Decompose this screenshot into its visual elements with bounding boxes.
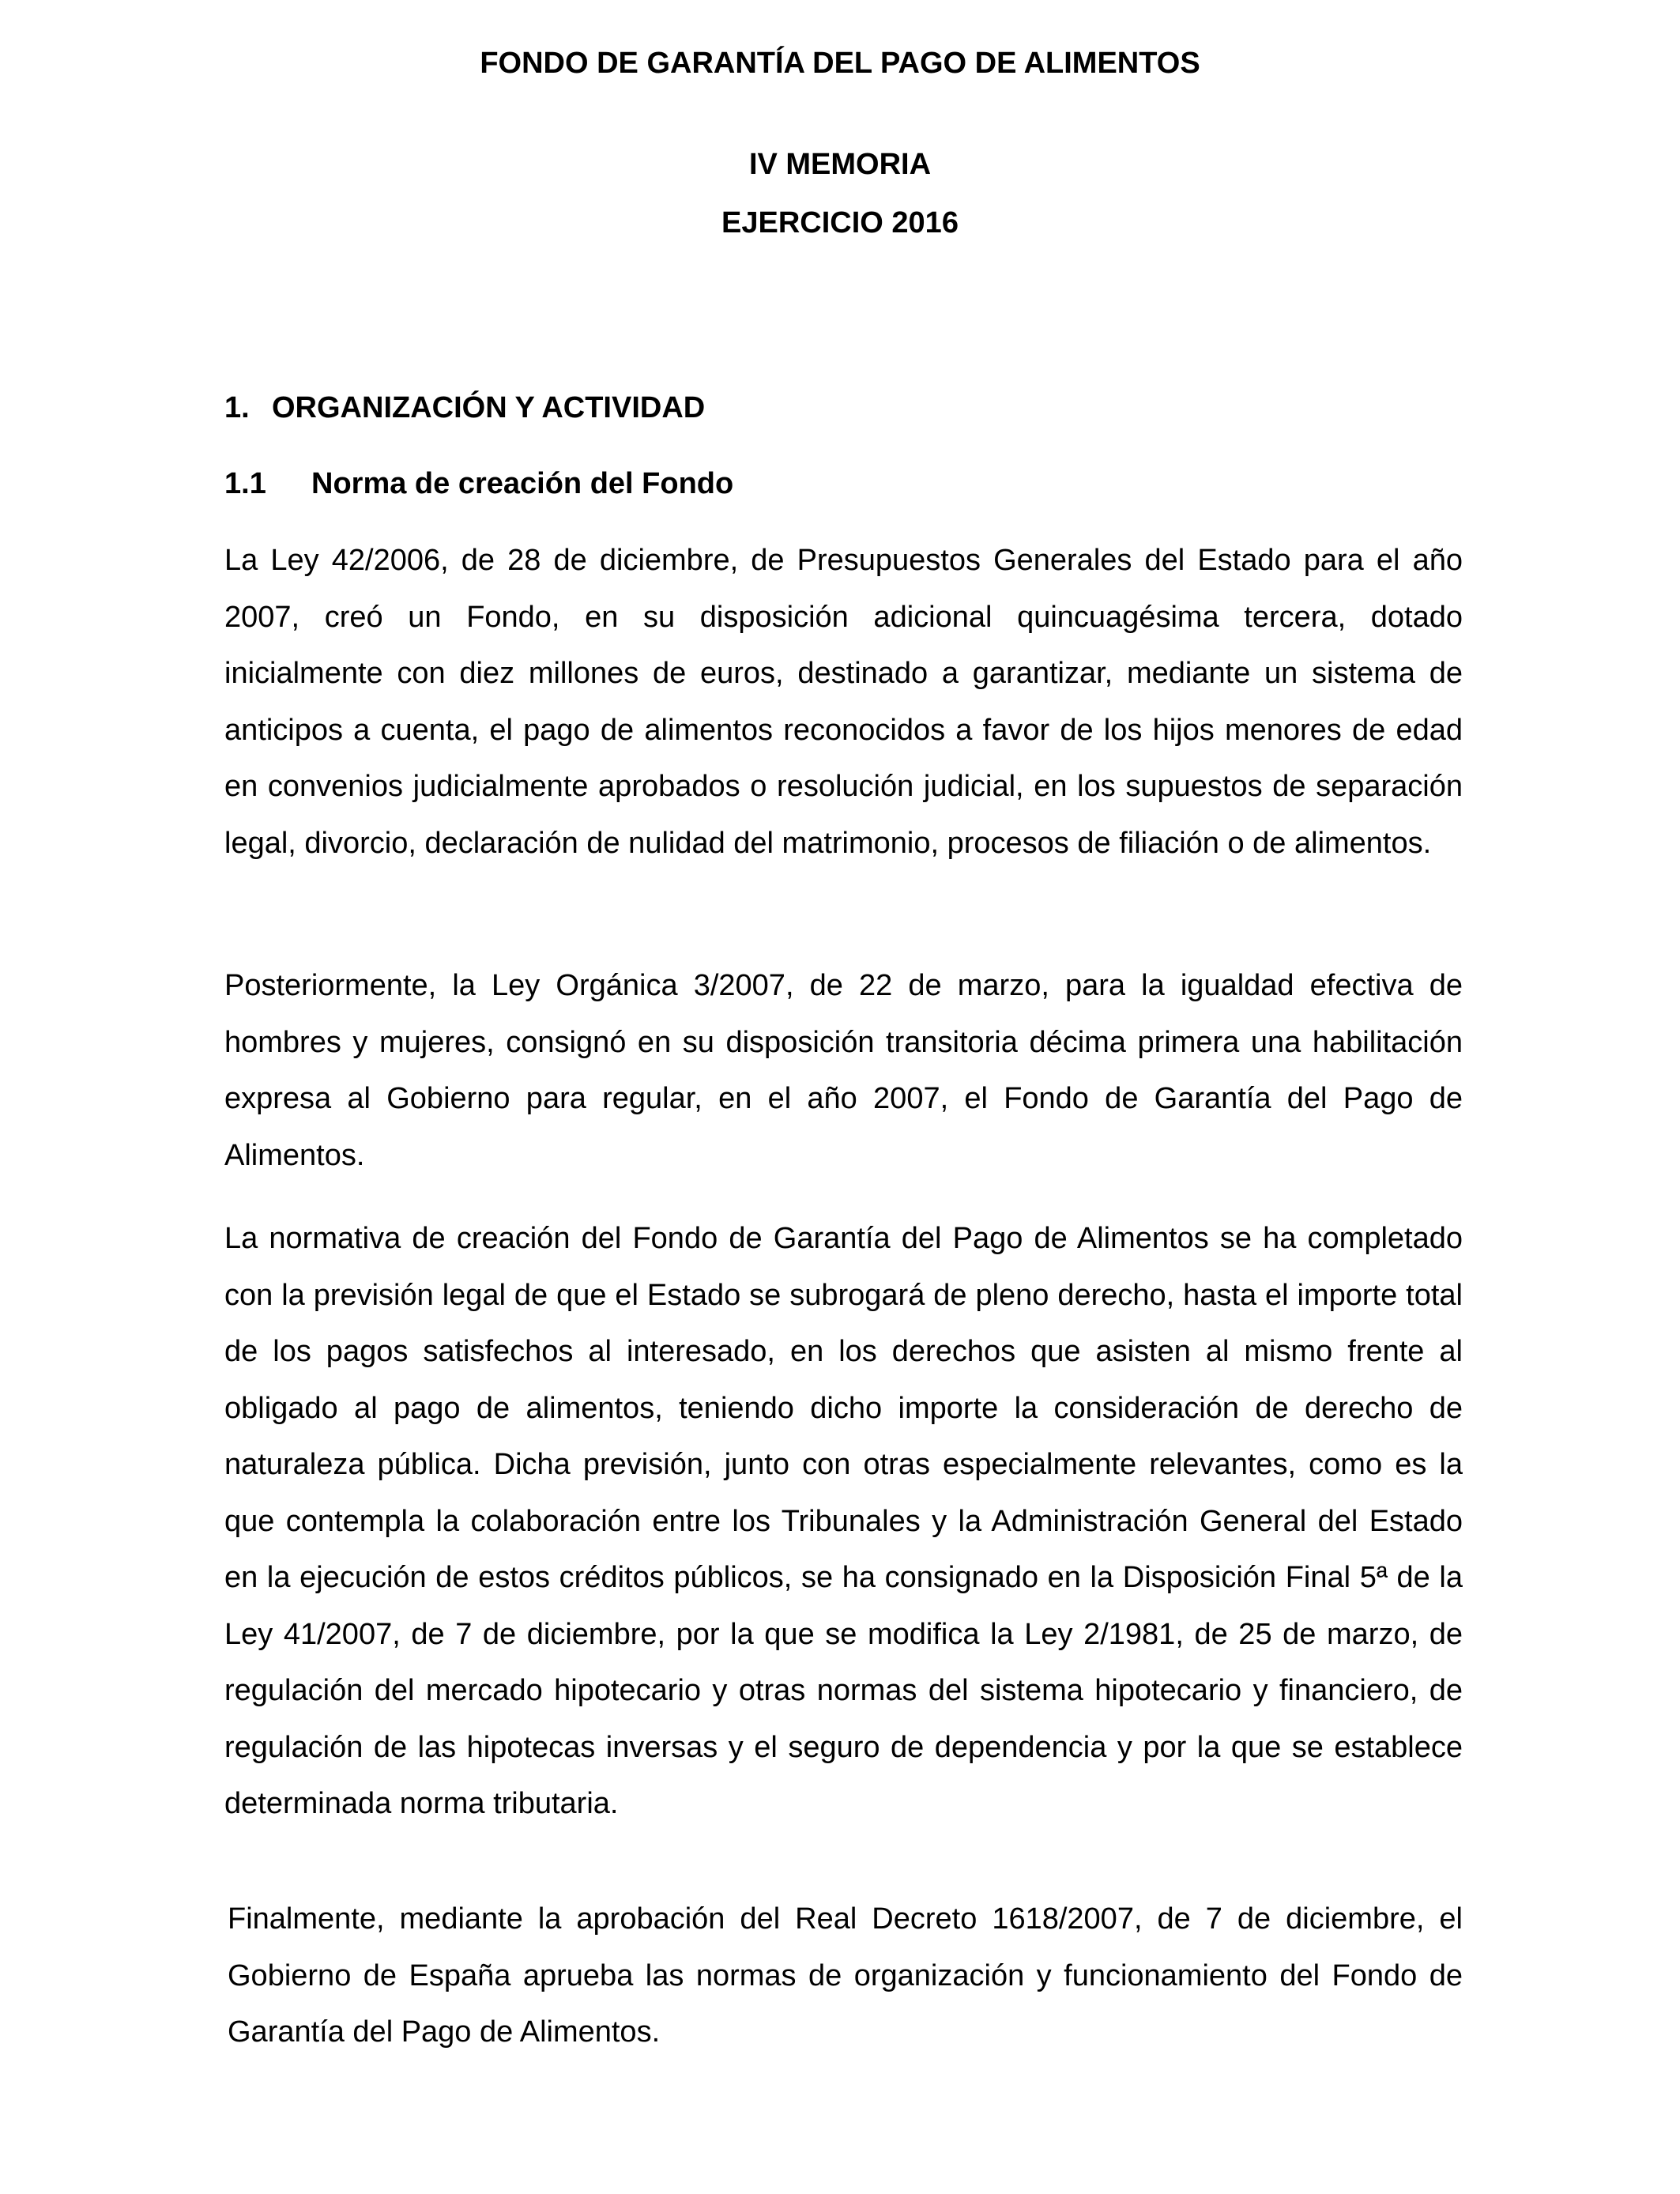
ejercicio-heading: EJERCICIO 2016: [721, 206, 959, 239]
subsection-title: Norma de creación del Fondo: [311, 467, 734, 500]
paragraph-ley-42-2006: La Ley 42/2006, de 28 de diciembre, de Presupuestos Generales del Estado para el año 2007, creó un Fondo, en su disposición adicional quincuagésima tercera, dotado inicialmente con diez millones de euros, destinado a garantizar, mediante un sistema de anticipos a cuenta, el pago de alimentos reconocidos a favor de los hijos menores de edad en convenios judicialmente aprobados o resolución judicial, en los supuestos de separación legal, divorcio, declaración de nulidad del matrimonio, procesos de filiación o de alimentos.: [224, 544, 1463, 860]
subsection-heading: [224, 465, 733, 503]
section-number: 1.: [224, 391, 250, 424]
section-heading: [224, 389, 705, 427]
section-title: ORGANIZACIÓN Y ACTIVIDAD: [272, 391, 706, 424]
paragraph-ley-organica-3-2007: Posteriormente, la Ley Orgánica 3/2007, de 22 de marzo, para la igualdad efectiva de hombres y mujeres, consignó en su disposición transitoria décima primera una habilitación expresa al Gobierno para regular, en el año 2007, el Fondo de Garantía del Pago de Alimentos.: [224, 969, 1463, 1172]
subsection-number: 1.1: [224, 467, 266, 500]
document-title: FONDO DE GARANTÍA DEL PAGO DE ALIMENTOS: [480, 47, 1200, 80]
paragraph-normativa-creacion: La normativa de creación del Fondo de Garantía del Pago de Alimentos se ha completado con la previsión legal de que el Estado se subrogará de pleno derecho, hasta el importe total de los pagos satisfechos al interesado, en los derechos que asisten al mismo frente al obligado al pago de alimentos, teniendo dicho importe la consideración de derecho de naturaleza pública. Dicha previsión, junto con otras especialmente relevantes, como es la que contempla la colaboración entre los Tribunales y la Administración General del Estado en la ejecución de estos créditos públicos, se ha consignado en la Disposición Final 5ª de la Ley 41/2007, de 7 de diciembre, por la que se modifica la Ley 2/1981, de 25 de marzo, de regulación del mercado hipotecario y otras normas del sistema hipotecario y financiero, de regulación de las hipotecas inversas y el seguro de dependencia y por la que se establece determinada norma tributaria.: [224, 1222, 1463, 1820]
paragraph-real-decreto: Finalmente, mediante la aprobación del Real Decreto 1618/2007, de 7 de diciembre, el Gobierno de España aprueba las normas de organización y funcionamiento del Fondo de Garantía del Pago de Alimentos.: [228, 1902, 1463, 2049]
memoria-heading: IV MEMORIA: [748, 148, 932, 181]
